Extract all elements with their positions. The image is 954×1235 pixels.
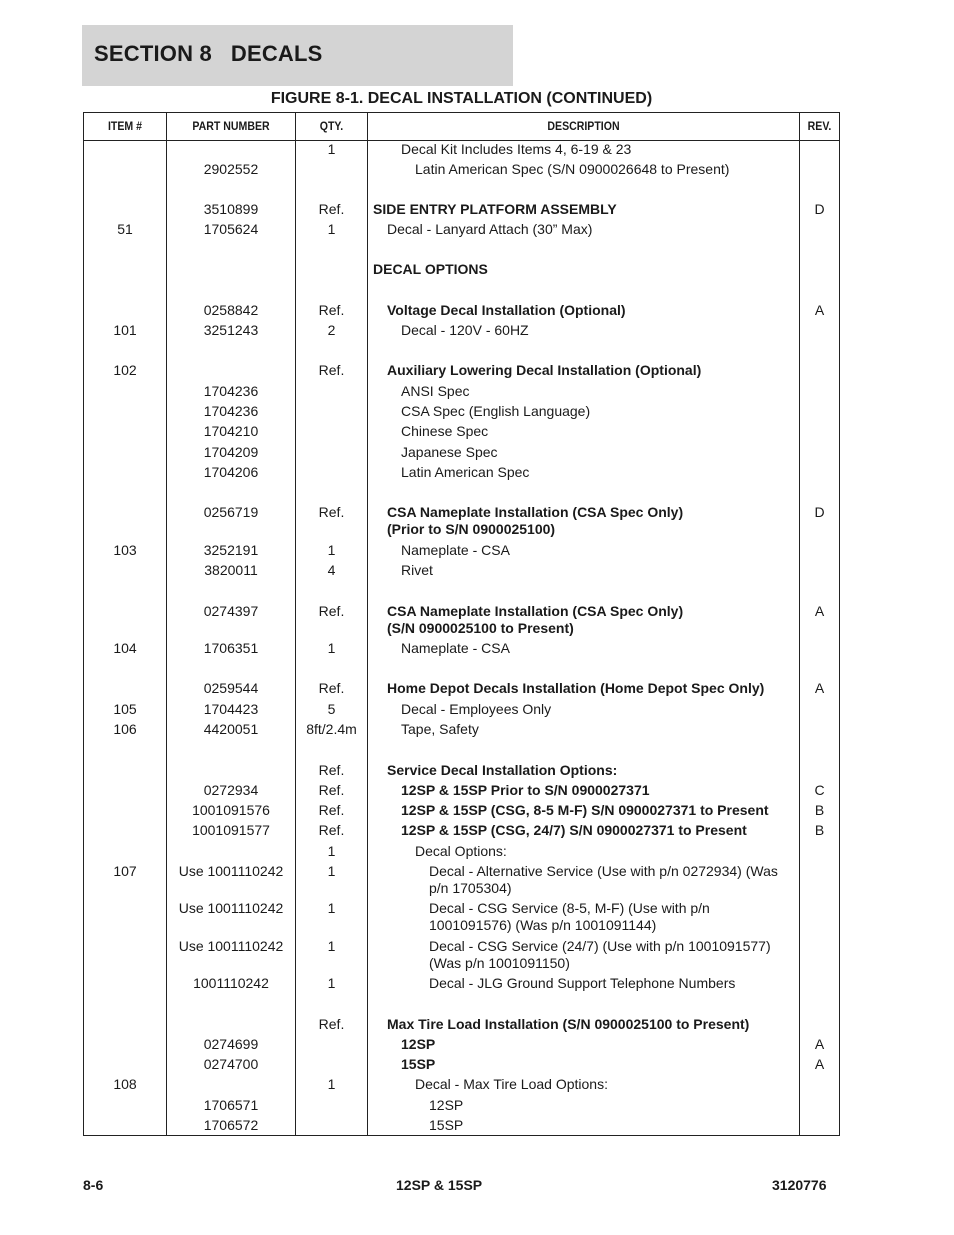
description-cell: Decal - 120V - 60HZ (401, 322, 529, 338)
qty-cell: 1 (327, 221, 336, 237)
qty-cell: Ref. (318, 201, 345, 217)
rev-cell: A (814, 603, 825, 619)
qty-cell: Ref. (318, 603, 345, 619)
part-number-cell: 0274397 (203, 603, 259, 619)
qty-cell: 1 (327, 1076, 336, 1092)
part-number-cell: 1704210 (203, 423, 259, 439)
description-cell: Nameplate - CSA (401, 542, 510, 558)
part-number-cell: 1001110242 (193, 975, 269, 991)
part-number-cell: 1704423 (203, 701, 259, 717)
part-number-cell: 1001091576 (192, 802, 270, 818)
description-cell: 15SP (401, 1056, 436, 1072)
description-cell: ANSI Spec (401, 383, 470, 399)
part-number-cell: 2902552 (203, 161, 259, 177)
item-cell: 108 (113, 1076, 137, 1092)
description-cell: Decal Kit Includes Items 4, 6-19 & 23 (401, 141, 632, 157)
description-cell: Decal - Alternative Service (Use with p/n 0272934) (Was p/n 1705304) (429, 863, 778, 896)
part-number-cell: 3252191 (203, 542, 259, 558)
description-cell: Tape, Safety (401, 721, 479, 737)
footer-doc-number: 3120776 (772, 1177, 827, 1193)
part-number-cell: 1704206 (203, 464, 259, 480)
qty-cell: 1 (327, 975, 336, 991)
part-number-cell: 0274699 (203, 1036, 259, 1052)
column-header-rev: REV. (807, 119, 832, 133)
item-cell: 51 (117, 221, 133, 237)
column-divider (799, 113, 800, 1135)
part-number-cell: 1705624 (203, 221, 259, 237)
qty-cell: 1 (327, 542, 336, 558)
page-number: 8-6 (83, 1177, 104, 1193)
rev-cell: A (814, 680, 825, 696)
part-number-cell: Use 1001110242 (178, 938, 284, 954)
footer-model: 12SP & 15SP (396, 1177, 483, 1193)
part-number-cell: 1706571 (203, 1097, 259, 1113)
part-number-cell: 1704236 (203, 403, 259, 419)
qty-cell: 5 (327, 701, 336, 717)
description-cell: Decal - CSG Service (8-5, M-F) (Use with p/n 1001091576) (Was p/n 1001091144) (429, 900, 710, 933)
item-cell: 106 (113, 721, 137, 737)
qty-cell: 1 (327, 640, 336, 656)
description-cell: Decal - CSG Service (24/7) (Use with p/n 1001091577) (Was p/n 1001091150) (429, 938, 771, 971)
part-number-cell: 0259544 (203, 680, 259, 696)
part-number-cell: 3820011 (204, 562, 258, 578)
description-cell: Decal - Lanyard Attach (30” Max) (387, 221, 593, 237)
item-cell: 107 (113, 863, 137, 879)
rev-cell: B (814, 822, 825, 838)
section-banner (82, 25, 513, 86)
description-cell: CSA Spec (English Language) (401, 403, 591, 419)
figure-title: FIGURE 8-1. DECAL INSTALLATION (CONTINUED) (270, 90, 653, 107)
part-number-cell: 0274700 (203, 1056, 259, 1072)
rev-cell: C (814, 782, 825, 798)
item-cell: 101 (113, 322, 137, 338)
description-cell: Rivet (401, 562, 433, 578)
description-cell: 12SP & 15SP (CSG, 24/7) S/N 0900027371 to Present (401, 822, 747, 838)
part-number-cell: 3251243 (203, 322, 259, 338)
rev-cell: A (814, 1036, 825, 1052)
description-cell: Decal - JLG Ground Support Telephone Numbers (429, 975, 736, 991)
qty-cell: Ref. (318, 362, 345, 378)
item-cell: 105 (113, 701, 137, 717)
part-number-cell: 4420051 (203, 721, 259, 737)
rev-cell: D (814, 504, 825, 520)
qty-cell: Ref. (318, 802, 345, 818)
rev-cell: B (814, 802, 825, 818)
qty-cell: Ref. (318, 762, 345, 778)
column-header-description: DESCRIPTION (547, 119, 620, 133)
part-number-cell: 1704209 (203, 444, 259, 460)
description-cell: SIDE ENTRY PLATFORM ASSEMBLY (373, 201, 617, 217)
description-cell: 12SP & 15SP (CSG, 8-5 M-F) S/N 0900027371 to Present (401, 802, 769, 818)
column-header-part-number: PART NUMBER (192, 119, 270, 133)
description-cell: Max Tire Load Installation (S/N 0900025100 to Present) (387, 1016, 750, 1032)
qty-cell: Ref. (318, 782, 345, 798)
qty-cell: 8ft/2.4m (306, 721, 357, 737)
qty-cell: 1 (327, 141, 336, 157)
description-cell: Decal Options: (415, 843, 507, 859)
part-number-cell: Use 1001110242 (178, 863, 284, 879)
parts-table (83, 112, 840, 1136)
part-number-cell: 1706351 (203, 640, 259, 656)
part-number-cell: 0258842 (203, 302, 259, 318)
description-cell: 15SP (429, 1117, 464, 1133)
qty-cell: Ref. (318, 302, 345, 318)
description-cell: Nameplate - CSA (401, 640, 510, 656)
qty-cell: 1 (327, 843, 336, 859)
qty-cell: 1 (327, 900, 336, 916)
part-number-cell: 1706572 (203, 1117, 259, 1133)
part-number-cell: Use 1001110242 (178, 900, 284, 916)
item-cell: 103 (113, 542, 137, 558)
rev-cell: A (814, 302, 825, 318)
qty-cell: 2 (327, 322, 336, 338)
description-cell: Decal - Max Tire Load Options: (415, 1076, 608, 1092)
description-cell: Japanese Spec (401, 444, 498, 460)
column-header-item: ITEM # (107, 119, 143, 133)
qty-cell: Ref. (318, 1016, 345, 1032)
description-cell: Home Depot Decals Installation (Home Depot Spec Only) (387, 680, 765, 696)
item-cell: 104 (113, 640, 137, 656)
description-cell: Decal - Employees Only (401, 701, 552, 717)
description-cell: 12SP & 15SP Prior to S/N 0900027371 (401, 782, 650, 798)
part-number-cell: 1001091577 (192, 822, 270, 838)
qty-cell: 4 (327, 562, 336, 578)
section-title: SECTION 8 DECALS (94, 41, 323, 66)
description-cell: CSA Nameplate Installation (CSA Spec Only) (S/N 0900025100 to Present) (387, 603, 684, 636)
qty-cell: Ref. (318, 822, 345, 838)
description-cell: Latin American Spec (401, 464, 530, 480)
part-number-cell: 0256719 (203, 504, 259, 520)
item-cell: 102 (113, 362, 137, 378)
description-cell: Latin American Spec (S/N 0900026648 to Present) (415, 161, 730, 177)
description-cell: Auxiliary Lowering Decal Installation (Optional) (387, 362, 702, 378)
description-cell: Voltage Decal Installation (Optional) (387, 302, 626, 318)
description-cell: DECAL OPTIONS (373, 261, 488, 277)
description-cell: Chinese Spec (401, 423, 489, 439)
description-cell: 12SP (401, 1036, 436, 1052)
description-cell: CSA Nameplate Installation (CSA Spec Only) (Prior to S/N 0900025100) (387, 504, 684, 537)
part-number-cell: 3510899 (203, 201, 259, 217)
column-divider (367, 113, 368, 1135)
description-cell: Service Decal Installation Options: (387, 762, 618, 778)
part-number-cell: 1704236 (203, 383, 259, 399)
qty-cell: Ref. (318, 504, 345, 520)
column-header-qty: QTY. (319, 119, 344, 133)
rev-cell: A (814, 1056, 825, 1072)
qty-cell: 1 (327, 863, 336, 879)
qty-cell: Ref. (318, 680, 345, 696)
rev-cell: D (814, 201, 825, 217)
description-cell: 12SP (429, 1097, 464, 1113)
part-number-cell: 0272934 (203, 782, 259, 798)
qty-cell: 1 (327, 938, 336, 954)
